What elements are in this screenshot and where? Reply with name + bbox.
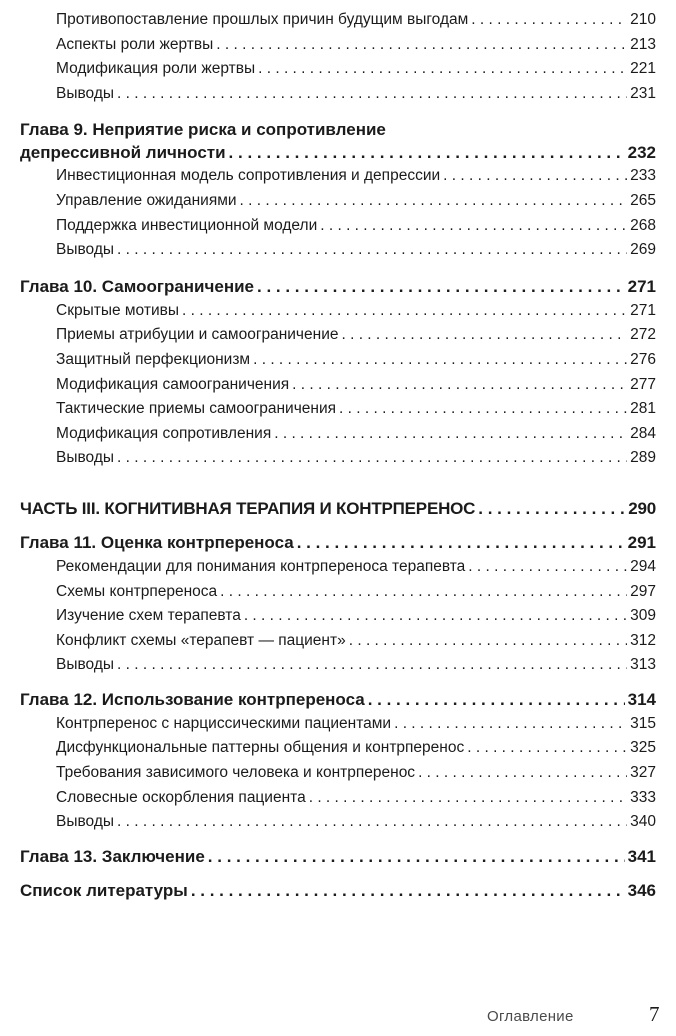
toc-entry-title: Дисфункциональные паттерны общения и контрперенос [56, 739, 465, 757]
toc-entry-title: Выводы [56, 449, 115, 467]
toc-entry[interactable] [20, 397, 656, 422]
dot-leader [229, 141, 625, 164]
toc-entry[interactable] [20, 580, 656, 605]
toc-entry-title: Схемы контрпереноса [56, 582, 218, 600]
dot-leader [292, 373, 627, 398]
toc-entry-page: 271 [630, 301, 656, 319]
toc-entry-title: Защитный перфекционизм [56, 350, 251, 368]
toc-entry-page: 221 [630, 60, 656, 78]
toc-entry-page: 276 [630, 350, 656, 368]
toc-entry[interactable] [20, 189, 656, 214]
toc-entry[interactable] [20, 653, 656, 678]
chapter-heading-9[interactable] [20, 118, 656, 164]
dot-leader [339, 397, 627, 422]
dot-leader [258, 57, 627, 82]
chapter-title-line2: депрессивной личности [20, 143, 226, 163]
toc-entry[interactable] [20, 57, 656, 82]
dot-leader [467, 736, 627, 761]
toc-entry-title: Рекомендации для понимания контрпереноса терапевта [56, 557, 466, 575]
dot-leader [182, 299, 627, 324]
toc-entry-title: Изучение схем терапевта [56, 607, 241, 625]
chapter-heading-12[interactable] [20, 688, 656, 712]
toc-entry[interactable] [20, 33, 656, 58]
toc-entry-title: Модификация роли жертвы [56, 60, 256, 78]
toc-entry-title: Модификация сопротивления [56, 424, 272, 442]
toc-entry-page: 340 [630, 813, 656, 831]
toc-entry-page: 312 [630, 631, 656, 649]
toc-entry-page: 231 [630, 84, 656, 102]
toc-entry-page: 327 [630, 764, 656, 782]
chapter-page: 291 [627, 532, 656, 552]
toc-entry-page: 269 [630, 241, 656, 259]
part-page: 290 [628, 498, 656, 518]
toc-entry-title: Поддержка инвестиционной модели [56, 216, 318, 234]
chapter-page: 341 [627, 846, 656, 866]
references-page: 346 [627, 880, 656, 900]
toc-entry-title: Контрперенос с нарциссическими пациентами [56, 714, 392, 732]
part-heading-3[interactable] [20, 497, 656, 521]
dot-leader [117, 238, 627, 263]
dot-leader [253, 348, 627, 373]
dot-leader [117, 653, 627, 678]
toc-entry-title: Скрытые мотивы [56, 301, 179, 319]
toc-entry-page: 309 [630, 607, 656, 625]
chapter-title-line1: Глава 9. Неприятие риска и сопротивление [20, 120, 386, 140]
toc-entry[interactable] [20, 238, 656, 263]
chapter-heading-13[interactable] [20, 845, 656, 869]
toc-entry-title: Требования зависимого человека и контрперенос [56, 764, 416, 782]
toc-entry-title: Выводы [56, 241, 115, 259]
chapter-page: 232 [627, 143, 656, 163]
toc-entry[interactable] [20, 82, 656, 107]
toc-entry[interactable] [20, 8, 656, 33]
toc-entry-page: 265 [630, 191, 656, 209]
dot-leader [368, 688, 625, 712]
references-heading[interactable] [20, 879, 656, 903]
toc-entry[interactable] [20, 446, 656, 471]
dot-leader [240, 189, 628, 214]
chapter-title: Глава 12. Использование контрпереноса [20, 689, 365, 709]
toc-entry-page: 289 [630, 449, 656, 467]
dot-leader [418, 761, 627, 786]
toc-entry-page: 210 [630, 11, 656, 28]
dot-leader [309, 786, 627, 811]
dot-leader [471, 8, 627, 33]
part-title: ЧАСТЬ III. КОГНИТИВНАЯ ТЕРАПИЯ И КОНТРПЕРЕНОС [20, 498, 476, 518]
chapter-title: Глава 10. Самоограничение [20, 276, 254, 296]
dot-leader [468, 555, 627, 580]
toc-entry-title: Аспекты роли жертвы [56, 35, 214, 53]
toc-entry[interactable] [20, 736, 656, 761]
toc-entry-page: 297 [630, 582, 656, 600]
toc-entry-page: 268 [630, 216, 656, 234]
dot-leader [274, 422, 627, 447]
dot-leader [208, 845, 625, 869]
toc-entry[interactable] [20, 629, 656, 654]
toc-entry-page: 281 [630, 400, 656, 418]
toc-entry[interactable] [20, 299, 656, 324]
chapter-page: 314 [627, 689, 656, 709]
toc-entry-title: Противопоставление прошлых причин будущим выгодам [56, 11, 469, 28]
dot-leader [257, 275, 625, 299]
toc-entry-page: 313 [630, 656, 656, 674]
toc-entry-page: 272 [630, 326, 656, 344]
chapter-page: 271 [627, 276, 656, 296]
dot-leader [244, 604, 627, 629]
toc-entry[interactable] [20, 323, 656, 348]
toc-entry-title: Словесные оскорбления пациента [56, 788, 306, 806]
dot-leader [191, 879, 625, 903]
toc-entry-title: Управление ожиданиями [56, 191, 237, 209]
page-number: 7 [649, 1002, 660, 1026]
toc-entry-title: Инвестиционная модель сопротивления и депрессии [56, 167, 441, 185]
toc-entry[interactable] [20, 810, 656, 835]
toc-entry-title: Выводы [56, 656, 115, 674]
toc-entry-page: 284 [630, 424, 656, 442]
toc-entry[interactable] [20, 786, 656, 811]
toc-entry-page: 333 [630, 788, 656, 806]
toc-entry[interactable] [20, 604, 656, 629]
toc-entry[interactable] [20, 712, 656, 737]
dot-leader [394, 712, 627, 737]
toc-entry-page: 233 [630, 167, 656, 185]
dot-leader [320, 214, 627, 239]
toc-entry-page: 294 [630, 557, 656, 575]
dot-leader [443, 164, 627, 189]
toc-entry[interactable] [20, 214, 656, 239]
toc-entry-title: Модификация самоограничения [56, 375, 290, 393]
toc-entry-page: 325 [630, 739, 656, 757]
running-footer-label: Оглавление [487, 1008, 574, 1025]
chapter-heading-10[interactable] [20, 275, 656, 299]
toc-entry-page: 277 [630, 375, 656, 393]
toc-entry-page: 213 [630, 35, 656, 53]
toc-entry-title: Приемы атрибуции и самоограничение [56, 326, 339, 344]
toc-entry-title: Выводы [56, 813, 115, 831]
toc-entry[interactable] [20, 348, 656, 373]
dot-leader [117, 82, 627, 107]
toc-entry[interactable] [20, 422, 656, 447]
toc-entry-title: Конфликт схемы «терапевт — пациент» [56, 631, 346, 649]
dot-leader [341, 323, 627, 348]
dot-leader [117, 810, 627, 835]
dot-leader [349, 629, 627, 654]
toc-entry-page: 315 [630, 714, 656, 732]
dot-leader [297, 531, 625, 555]
chapter-title: Глава 13. Заключение [20, 846, 205, 866]
toc-entry[interactable] [20, 164, 656, 189]
dot-leader [216, 33, 627, 58]
toc-entry[interactable] [20, 761, 656, 786]
references-title: Список литературы [20, 880, 188, 900]
dot-leader [117, 446, 627, 471]
chapter-title: Глава 11. Оценка контрпереноса [20, 532, 294, 552]
toc-entry-title: Выводы [56, 84, 115, 102]
toc-entry-title: Тактические приемы самоограничения [56, 400, 336, 418]
toc-entry[interactable] [20, 555, 656, 580]
dot-leader [220, 580, 627, 605]
toc-entry[interactable] [20, 373, 656, 398]
dot-leader [478, 497, 625, 521]
page-footer [0, 1002, 676, 1032]
chapter-heading-11[interactable] [20, 531, 656, 555]
table-of-contents [20, 8, 656, 903]
